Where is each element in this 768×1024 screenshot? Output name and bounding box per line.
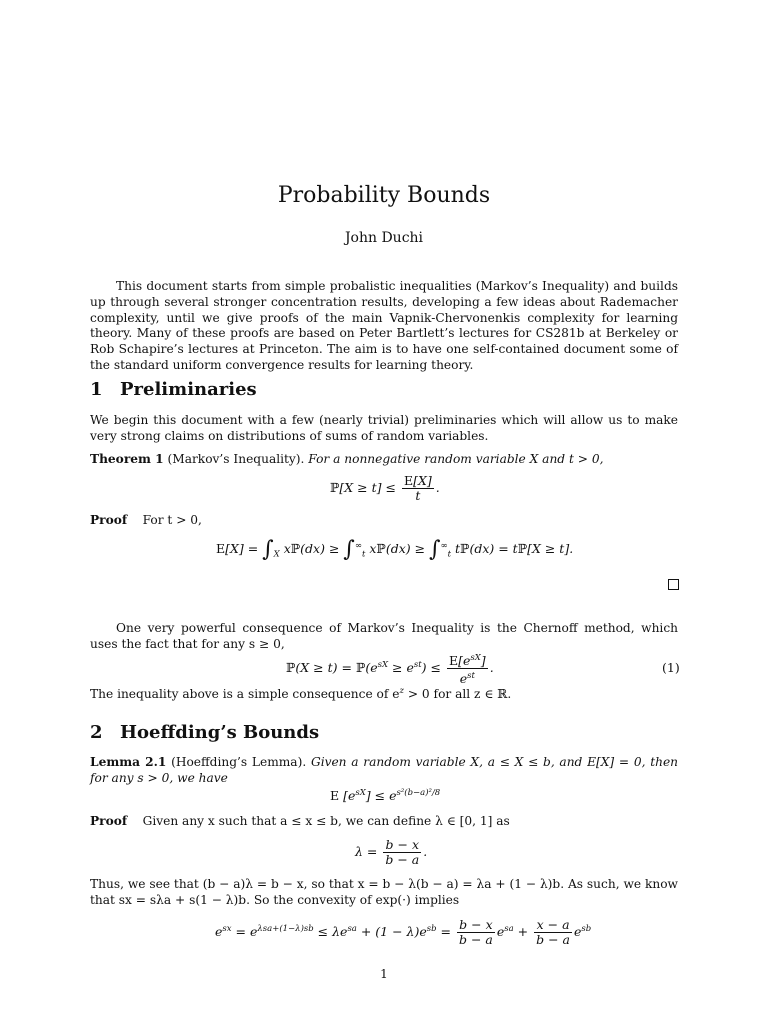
hoeffding-lemma-equation: E $[e^{sX}] \le e^{s^2(b-a)^2/8}$ xyxy=(330,788,441,804)
after-equation-text: The inequality above is a simple consequence of $e^z > 0$ for all z ∈ ℝ. xyxy=(90,686,512,702)
equation-number: (1) xyxy=(662,660,680,675)
page-number: 1 xyxy=(380,967,388,981)
proof-2 xyxy=(90,814,678,830)
lemma-label: Lemma 2.1 xyxy=(90,755,167,769)
proof-label: Proof xyxy=(90,814,128,828)
paper-author: John Duchi xyxy=(344,230,424,246)
theorem-label: Theorem 1 xyxy=(90,452,164,466)
lemma-name: (Hoeffding’s Lemma). xyxy=(171,755,307,769)
markov-proof-equation: $E[X] = \int_X$ xℙ(dx) ≥ $\int^\infty_t$ xℙ(dx) ≥ $\int^\infty_t$ tℙ(dx) = tℙ[X ≥ t]. xyxy=(216,537,574,562)
section-number: 1 xyxy=(90,379,103,400)
lemma-2-1 xyxy=(90,755,678,787)
section-title: Hoeffding’s Bounds xyxy=(120,722,320,743)
proof-text: For t > 0, xyxy=(142,513,202,527)
qed-box xyxy=(668,579,679,590)
proof-1 xyxy=(90,513,678,529)
paper-title: Probability Bounds xyxy=(277,183,491,208)
markov-equation: ℙ[X ≥ t] ≤ $\frac{E[X]}{t}$ . xyxy=(330,473,440,503)
abstract: This document starts from simple probalistic inequalities (Markov’s Inequality) and builds up through several stronger concentration results, developing a few ideas about Rademacher complexity, until we give proofs of the main Vapnik-Chervonenkis complexity for learning theory. Many of these proofs are based on Peter Bartlett’s lectures for CS281b at Berkeley or Rob Schapire’s lectures at Princeton. The aim is to have one self-contained document some of the standard uniform convergence results for learning theory. xyxy=(90,279,678,372)
chernoff-equation: ℙ(X ≥ $t) = ℙ(e^{sX} \ge e^{st})$ ≤ $\frac{E[e^{sX}]}{e^{st}}$ . xyxy=(286,653,494,687)
section-title: Preliminaries xyxy=(120,379,257,400)
proof-label: Proof xyxy=(90,513,128,527)
theorem-1 xyxy=(90,452,678,468)
lemma-statement: Given a random variable X, a ≤ X ≤ b, and E[X] = 0, then for any s > 0, we have xyxy=(90,755,679,785)
proof-text: Given any x such that a ≤ x ≤ b, we can define λ ∈ [0, 1] as xyxy=(142,814,510,828)
section-number: 2 xyxy=(90,722,103,743)
section-1-heading xyxy=(90,379,257,400)
convexity-paragraph: Thus, we see that (b − a)λ = b − x, so that x = b − λ(b − a) = λa + (1 − λ)b. As such, we know that sx = sλa + s(1 − λ)b. So the convexity of exp(·) implies xyxy=(90,877,678,907)
theorem-statement: For a nonnegative random variable X and t > 0, xyxy=(308,452,604,466)
chernoff-paragraph: One very powerful consequence of Markov’s Inequality is the Chernoff method, which uses the fact that for any s ≥ 0, xyxy=(90,621,678,651)
lambda-definition: λ = $\frac{b - x}{b - a}$ . xyxy=(355,837,428,867)
section-1-intro: We begin this document with a few (nearly trivial) preliminaries which will allow us to make very strong claims on distributions of sums of random variables. xyxy=(90,413,678,443)
convexity-equation: $e^{sx} = e^{\lambda sa+(1-\lambda)sb} \le \lambda e^{sa} + (1 - \lambda)e^{sb}$ = $\frac{b - x}{b - a}$ $e^{sa}$ + $\frac{x - a}{b - a}$ $e^{sb}$ xyxy=(215,917,592,947)
section-2-heading xyxy=(90,722,319,743)
theorem-name: (Markov’s Inequality). xyxy=(167,452,305,466)
